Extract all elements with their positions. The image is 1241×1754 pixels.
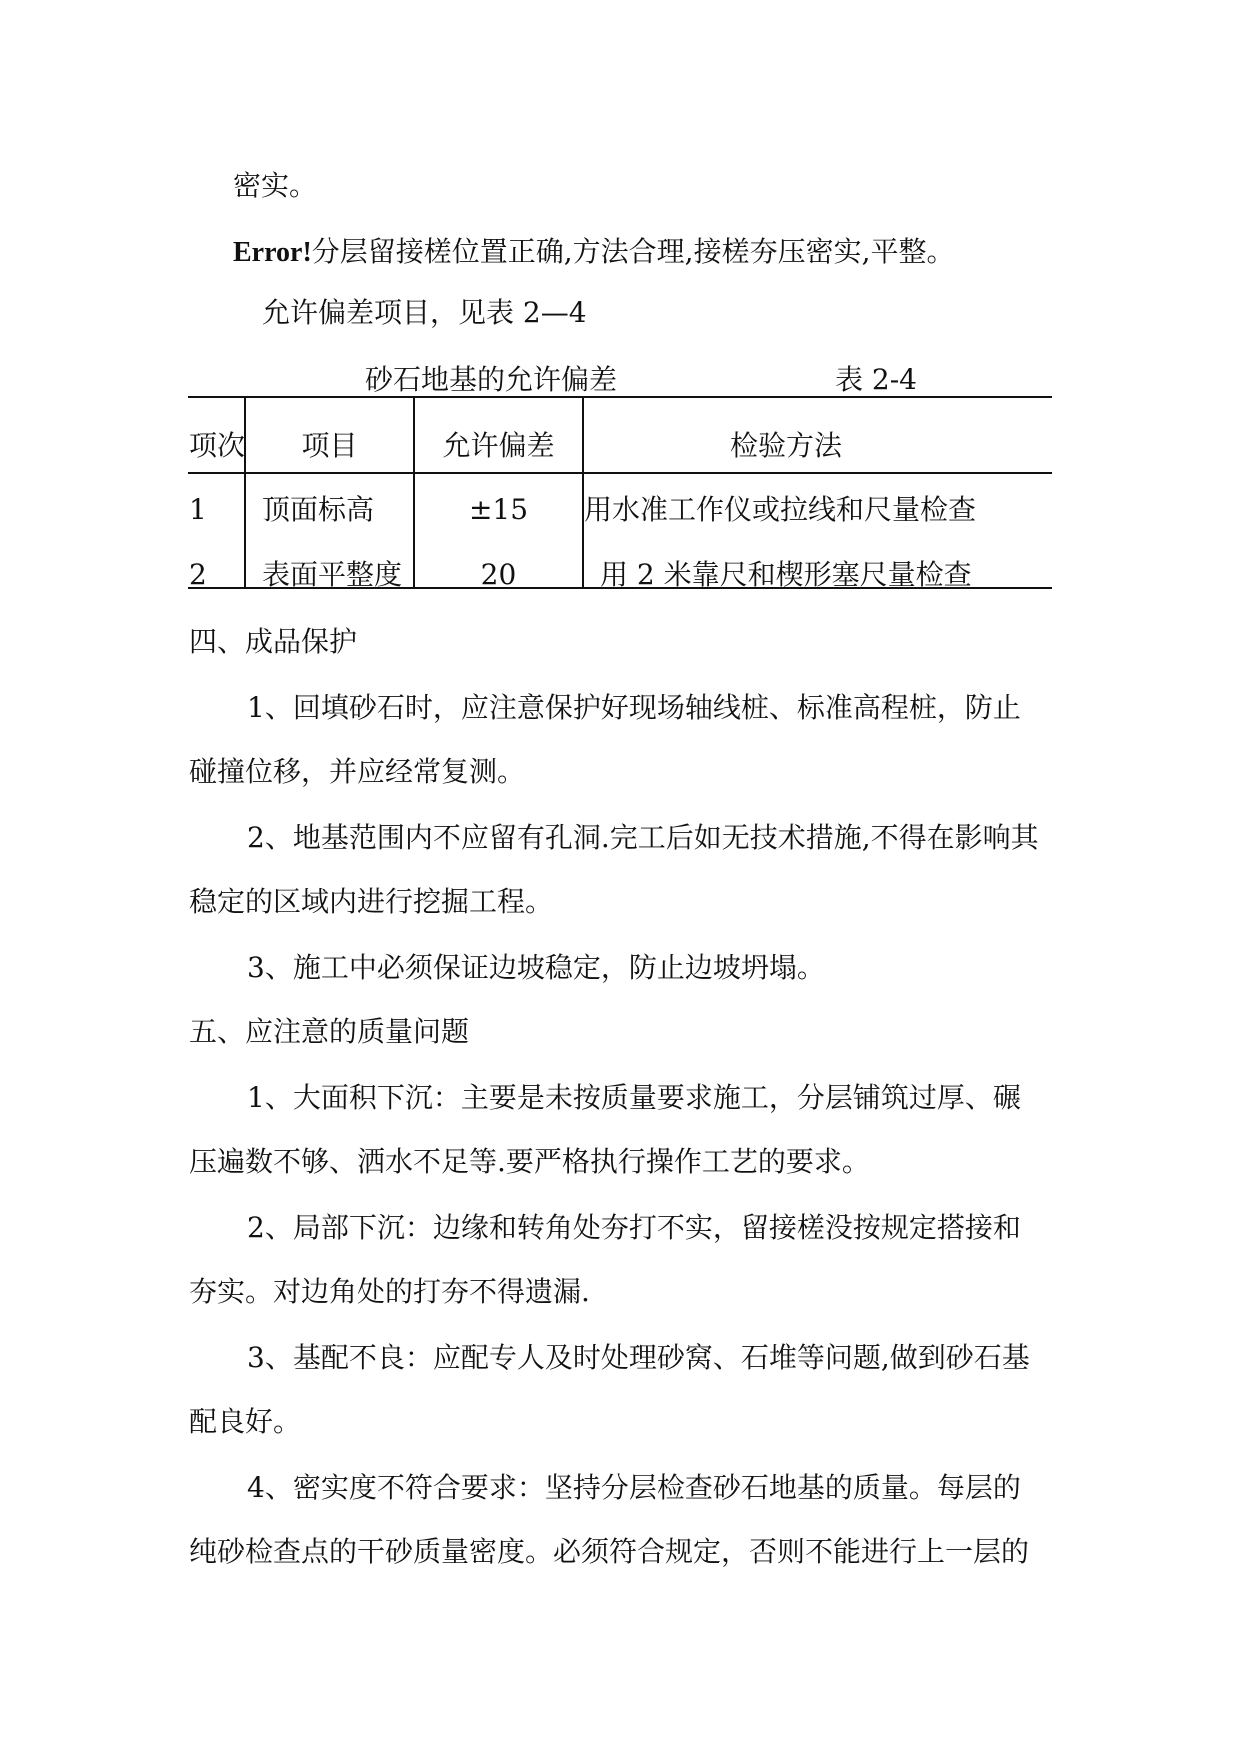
paragraph-text: 1、回填砂石时，应注意保护好现场轴线桩、标准高程桩，防止 — [247, 691, 1021, 724]
table-number: 表 2-4 — [835, 363, 917, 396]
paragraph-text: 配良好。 — [189, 1405, 302, 1438]
table-cell: 用 2 米靠尺和楔形塞尺量检查 — [600, 558, 972, 591]
table-column-rule — [244, 396, 246, 587]
paragraph-text: 4、密实度不符合要求：坚持分层检查砂石地基的质量。每层的 — [247, 1471, 1021, 1504]
paragraph-text: 允许偏差项目，见表 2—4 — [262, 296, 587, 329]
header-cell: 项目 — [301, 429, 358, 462]
paragraph-text — [233, 236, 955, 269]
header-cell: 项次 — [189, 429, 246, 462]
error-marker: Error! — [233, 237, 312, 268]
header-cell: 允许偏差 — [442, 429, 555, 462]
section-heading: 四、成品保护 — [189, 625, 358, 658]
paragraph-text: 2、局部下沉：边缘和转角处夯打不实，留接槎没按规定搭接和 — [247, 1211, 1021, 1244]
table-cell: 顶面标高 — [262, 493, 375, 526]
paragraph-body: 分层留接槎位置正确,方法合理,接槎夯压密实,平整。 — [311, 235, 955, 268]
table-cell: 表面平整度 — [262, 558, 403, 591]
table-cell: 2 — [189, 558, 207, 591]
section-heading: 五、应注意的质量问题 — [189, 1015, 470, 1048]
paragraph-text: 夯实。对边角处的打夯不得遗漏. — [189, 1275, 590, 1308]
paragraph-text: 稳定的区域内进行挖掘工程。 — [189, 885, 554, 918]
table-cell: ±15 — [468, 493, 529, 526]
paragraph-text: 密实。 — [233, 169, 318, 202]
table-top-rule — [188, 396, 1052, 398]
paragraph-text: 3、施工中必须保证边坡稳定，防止边坡坍塌。 — [247, 951, 825, 984]
table-header-rule — [188, 472, 1052, 474]
paragraph-text: 1、大面积下沉：主要是未按质量要求施工，分层铺筑过厚、碾 — [247, 1081, 1021, 1114]
header-cell: 检验方法 — [729, 429, 842, 462]
table-cell: 20 — [480, 558, 517, 591]
paragraph-text: 纯砂检查点的干砂质量密度。必须符合规定，否则不能进行上一层的 — [189, 1535, 1030, 1568]
table-cell: 用水准工作仪或拉线和尺量检查 — [584, 493, 977, 526]
paragraph-text: 压遍数不够、洒水不足等.要严格执行操作工艺的要求。 — [189, 1145, 870, 1178]
table-column-rule — [582, 396, 584, 587]
paragraph-text: 3、基配不良：应配专人及时处理砂窝、石堆等问题,做到砂石基 — [247, 1341, 1030, 1374]
table-cell: 1 — [189, 493, 207, 526]
table-caption: 砂石地基的允许偏差 — [365, 363, 618, 396]
paragraph-text: 2、地基范围内不应留有孔洞.完工后如无技术措施,不得在影响其 — [247, 821, 1039, 854]
paragraph-text: 碰撞位移，并应经常复测。 — [189, 755, 526, 788]
